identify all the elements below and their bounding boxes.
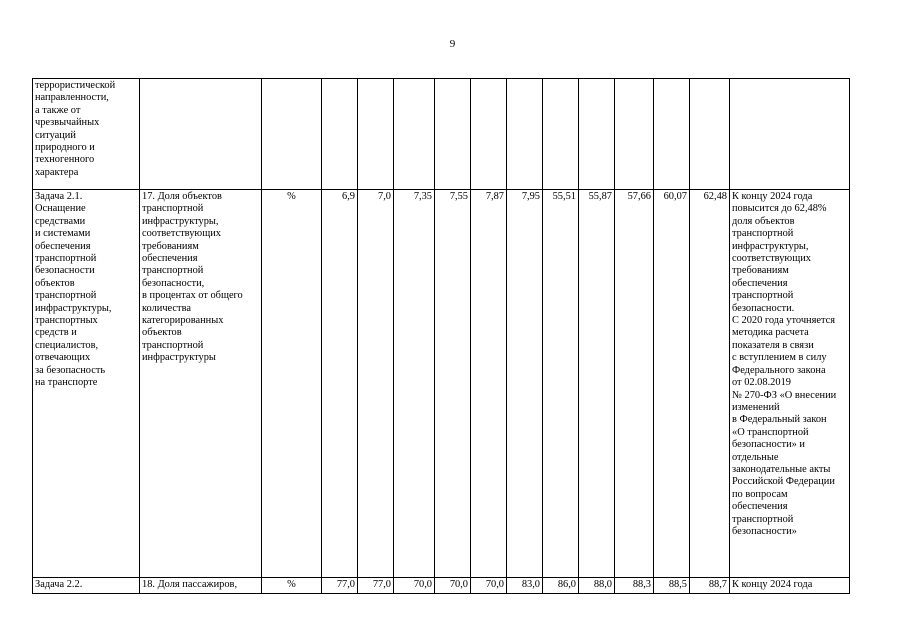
value-cell: 88,3 [615, 578, 654, 594]
value-cell: 88,7 [690, 578, 730, 594]
task-cell: Задача 2.2. [33, 578, 140, 594]
unit-cell [262, 79, 322, 190]
value-cell: 77,0 [322, 578, 358, 594]
value-cell: 55,51 [543, 190, 579, 578]
note-cell: К концу 2024 года [730, 578, 850, 594]
value-cell: 70,0 [435, 578, 471, 594]
table-row [33, 578, 850, 594]
value-cell [358, 79, 394, 190]
value-cell [654, 79, 690, 190]
unit-cell: % [262, 578, 322, 594]
value-cell: 7,95 [507, 190, 543, 578]
table-row [33, 190, 850, 578]
value-cell: 55,87 [579, 190, 615, 578]
value-cell: 86,0 [543, 578, 579, 594]
note-cell [730, 79, 850, 190]
value-cell [471, 79, 507, 190]
value-cell [579, 79, 615, 190]
indicator-cell [140, 79, 262, 190]
value-cell: 88,0 [579, 578, 615, 594]
value-cell [435, 79, 471, 190]
unit-cell: % [262, 190, 322, 578]
value-cell: 70,0 [471, 578, 507, 594]
value-cell: 83,0 [507, 578, 543, 594]
value-cell [394, 79, 435, 190]
value-cell: 7,55 [435, 190, 471, 578]
value-cell [322, 79, 358, 190]
value-cell [543, 79, 579, 190]
value-cell: 7,87 [471, 190, 507, 578]
value-cell: 7,35 [394, 190, 435, 578]
value-cell: 7,0 [358, 190, 394, 578]
table-row [33, 79, 850, 190]
task-cell: Задача 2.1. Оснащение средствами и системами обеспечения транспортной безопасности объектов транспортной инфраструктуры, транспортных средств и специалистов, отвечающих за безопасность на транспорте [33, 190, 140, 578]
value-cell: 77,0 [358, 578, 394, 594]
value-cell [615, 79, 654, 190]
value-cell: 60,07 [654, 190, 690, 578]
value-cell [507, 79, 543, 190]
note-cell: К концу 2024 года повысится до 62,48% доля объектов транспортной инфраструктуры, соответствующих требованиям обеспечения транспортной безопасности. С 2020 года уточняется методика расчета показателя в связи с вступлением в силу Федерального закона от 02.08.2019 № 270-ФЗ «О внесении изменений в Федеральный закон «О транспортной безопасности» и отдельные законодательные акты Российской Федерации по вопросам обеспечения транспортной безопасности» [730, 190, 850, 578]
indicator-cell: 18. Доля пассажиров, [140, 578, 262, 594]
page-number: 9 [449, 38, 456, 50]
task-cell: террористической направленности, а также от чрезвычайных ситуаций природного и техногенного характера [33, 79, 140, 190]
indicator-cell: 17. Доля объектов транспортной инфраструктуры, соответствующих требованиям обеспечения транспортной безопасности, в процентах от общего количества категорированных объектов транспортной инфраструктуры [140, 190, 262, 578]
indicators-table [32, 78, 850, 594]
value-cell: 88,5 [654, 578, 690, 594]
value-cell [690, 79, 730, 190]
value-cell: 57,66 [615, 190, 654, 578]
value-cell: 62,48 [690, 190, 730, 578]
value-cell: 6,9 [322, 190, 358, 578]
value-cell: 70,0 [394, 578, 435, 594]
